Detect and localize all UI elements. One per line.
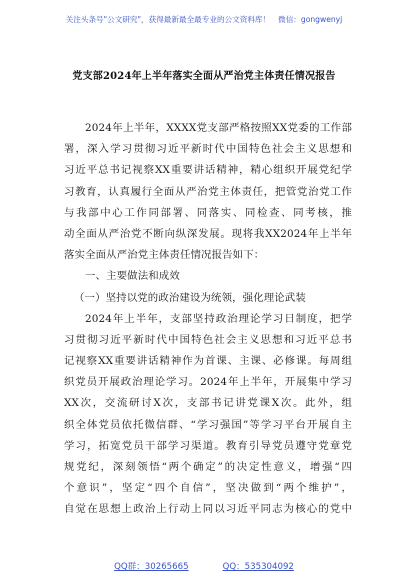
body-line: 落实全面从严治党主体责任情况报告如下： xyxy=(64,249,265,262)
body-line: 习贯彻习近平新时代中国特色社会主义思想和习近平总书 xyxy=(64,333,352,346)
footer-qq: QQ：535304092 xyxy=(222,562,294,572)
body-line: 织党员开展政治理论学习。2024年上半年，开展集中学习 xyxy=(64,376,352,389)
body-line: 自觉在思想上政治上行动上同以习近平同志为核心的党中 xyxy=(64,503,352,516)
body-line: 2024年上半年，支部坚持政治理论学习日制度，把学 xyxy=(85,312,352,325)
footer-qq-group: QQ群：30265665 xyxy=(114,562,189,572)
body-line: 规党纪，深刻领悟“两个确定”的决定性意义，增强“四 xyxy=(64,461,352,473)
banner-wechat-text: 微信：gongwenyj xyxy=(278,15,343,24)
body-line: 学习，拓宽党员干部学习渠道。教育引导党员遵守党章党 xyxy=(64,439,352,452)
body-line: 织全体党员依托微信群、“学习强国”等学习平台开展自主 xyxy=(64,418,352,431)
footer-contact xyxy=(0,560,408,572)
body-line: 2024年上半年，XXXX党支部严格按照XX党委的工作部 xyxy=(85,122,352,134)
section-heading: 一、主要做法和成效 xyxy=(85,270,180,283)
body-line: 与我部中心工作同部署、同落实、同检查、同考核，推 xyxy=(64,206,352,219)
body-line: 个意识”，坚定“四个自信”，坚决做到“两个维护”， xyxy=(64,482,352,495)
body-line: 习教育，认真履行全面从严治党主体责任，把管党治党工作 xyxy=(64,185,352,198)
subsection-heading: （一）坚持以党的政治建设为统领，强化理论武装 xyxy=(74,291,306,304)
body-line: 记视察XX重要讲话精神作为首课、主课、必修课。每周组 xyxy=(64,355,352,368)
body-line: XX次，交流研讨X次，支部书记讲党课X次。此外，组 xyxy=(64,397,352,410)
document-title: 党支部2024年上半年落实全面从严治党主体责任情况报告 xyxy=(72,71,336,82)
body-line: 动全面从严治党不断向纵深发展。现将我XX2024年上半年 xyxy=(64,227,352,240)
body-line: 署，深入学习贯彻习近平新时代中国特色社会主义思想和 xyxy=(64,143,352,156)
banner-promo-text: 关注头条号"公文研究"，获得最新最全最专业的公文资料库！ xyxy=(65,15,271,24)
header-banner xyxy=(0,14,408,25)
body-line: 习近平总书记视察XX重要讲话精神，精心组织开展党纪学 xyxy=(64,164,352,177)
document-body xyxy=(64,118,352,521)
